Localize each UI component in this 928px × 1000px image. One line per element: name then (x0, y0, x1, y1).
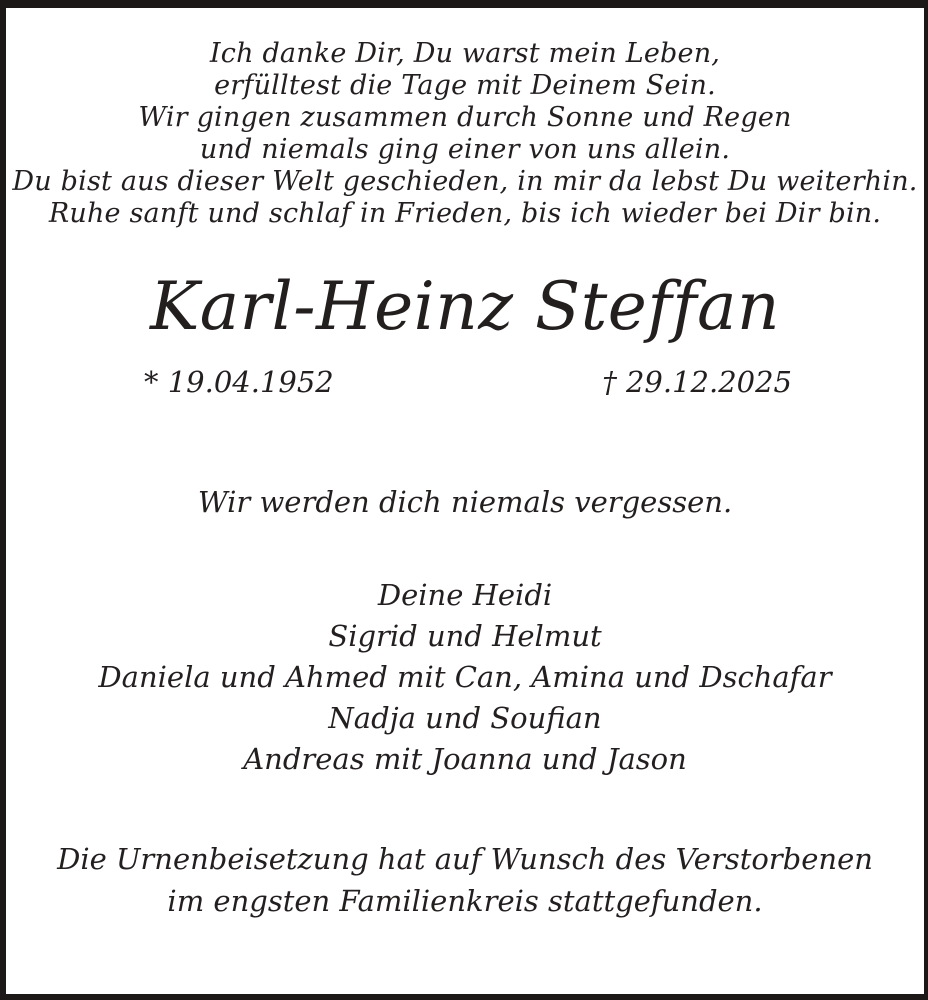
poem-line: Ruhe sanft und schlaf in Frieden, bis ich wieder bei Dir bin. (48, 198, 882, 229)
funeral-note-line: im engsten Familienkreis stattgefunden. (167, 884, 763, 919)
poem-line: Wir gingen zusammen durch Sonne und Regen (138, 102, 792, 133)
poem-line: erfülltest die Tage mit Deinem Sein. (214, 70, 716, 101)
remembrance-line: Wir werden dich niemals vergessen. (197, 485, 733, 520)
deceased-name: Karl-Heinz Steffan (149, 268, 781, 345)
memorial-poem (6, 38, 924, 230)
funeral-note-line: Die Urnenbeisetzung hat auf Wunsch des Verstorbenen (57, 842, 873, 877)
mourner-line: Daniela und Ahmed mit Can, Amina und Dschafar (98, 660, 832, 695)
mourner-line: Sigrid und Helmut (328, 619, 602, 654)
poem-line: und niemals ging einer von uns allein. (199, 134, 731, 165)
life-dates (6, 365, 924, 399)
mourner-line: Andreas mit Joanna und Jason (243, 742, 687, 777)
mourners-list (6, 575, 924, 780)
mourner-line: Nadja und Soufian (328, 701, 602, 736)
birth-date: * 19.04.1952 (144, 365, 334, 400)
death-date: † 29.12.2025 (602, 365, 792, 400)
poem-line: Ich danke Dir, Du warst mein Leben, (209, 38, 721, 69)
poem-line: Du bist aus dieser Welt geschieden, in mir da lebst Du weiterhin. (12, 166, 918, 197)
mourner-line: Deine Heidi (377, 578, 553, 613)
funeral-note (6, 838, 924, 922)
